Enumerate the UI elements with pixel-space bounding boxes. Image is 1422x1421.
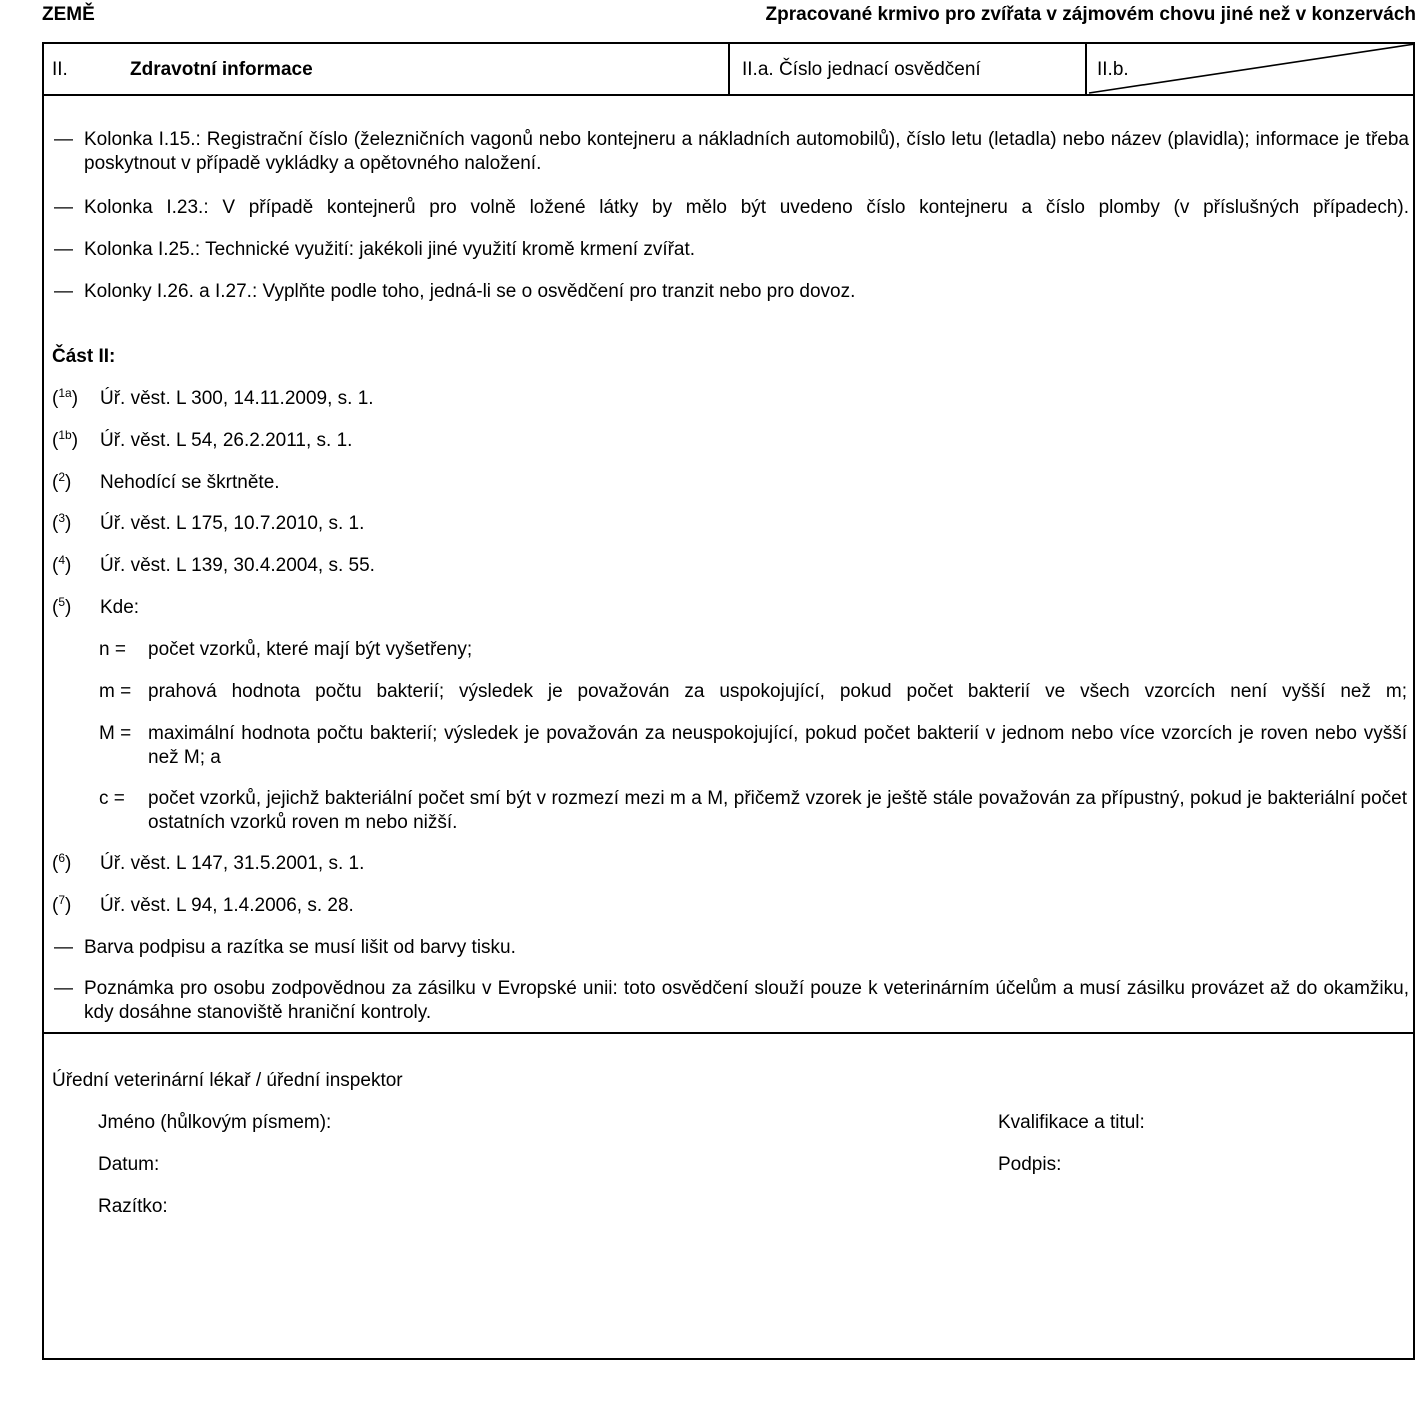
note-dash: — xyxy=(54,129,73,150)
note-text: Barva podpisu a razítka se musí lišit od barvy tisku. xyxy=(84,937,516,958)
footnote-text: Úř. věst. L 54, 26.2.2011, s. 1. xyxy=(100,430,353,451)
footnote-6 xyxy=(52,852,1407,876)
definition-c xyxy=(99,787,1407,835)
footnote-text: Úř. věst. L 300, 14.11.2009, s. 1. xyxy=(100,388,374,409)
footnote-text: Úř. věst. L 139, 30.4.2004, s. 55. xyxy=(100,555,375,576)
note-text: Kolonky I.26. a I.27.: Vyplňte podle toho, jedná-li se o osvědčení pro tranzit nebo pro dovoz. xyxy=(84,281,856,302)
note-text: Kolonka I.25.: Technické využití: jakékoli jiné využití kromě krmení zvířat. xyxy=(84,239,696,260)
footnote-1a xyxy=(52,387,1407,411)
reference-number-label: II.a. Číslo jednací osvědčení xyxy=(742,59,981,80)
definition-text: počet vzorků, které mají být vyšetřeny; xyxy=(148,639,473,660)
date-field-label[interactable]: Datum: xyxy=(98,1154,160,1175)
note-text: Kolonka I.15.: Registrační číslo (železničních vagonů nebo kontejneru a nákladních automobilů), číslo letu (letadla) nebo název (plavidla); informace je třeba poskytnout v případě vykládky a opětovného naložení. xyxy=(84,129,1409,174)
footnote-3 xyxy=(52,512,1407,536)
footnote-mark: ($^{1a}$) xyxy=(52,386,79,409)
definition-text: počet vzorků, jejichž bakteriální počet smí být v rozmezí mezi m a M, přičemž vzorek je ještě stále považován za přípustný, pokud je bakteriální počet ostatních vzorků roven m nebo nižší. xyxy=(148,788,1407,833)
definition-n xyxy=(99,638,1407,662)
footnote-5 xyxy=(52,596,1407,620)
certificate-frame xyxy=(42,42,1415,1360)
part-ii-title: Část II: xyxy=(52,346,116,367)
footnote-text: Nehodící se škrtněte. xyxy=(100,472,280,493)
definition-symbol: c = xyxy=(99,788,125,809)
note-dash: — xyxy=(54,978,73,999)
signature-field-label[interactable]: Podpis: xyxy=(998,1154,1062,1175)
note-signature-colour xyxy=(54,936,1409,960)
section-number: II. xyxy=(52,59,68,80)
footnote-text: Kde: xyxy=(100,597,140,618)
footnote-text: Úř. věst. L 147, 31.5.2001, s. 1. xyxy=(100,853,365,874)
iib-label: II.b. xyxy=(1097,59,1129,80)
note-dash: — xyxy=(54,937,73,958)
footnote-4 xyxy=(52,554,1407,578)
name-field-label[interactable]: Jméno (hůlkovým písmem): xyxy=(98,1112,332,1133)
note-eu-consignment xyxy=(54,977,1409,1025)
note-dash: — xyxy=(54,239,73,260)
footnote-text: Úř. věst. L 175, 10.7.2010, s. 1. xyxy=(100,513,365,534)
footnote-2 xyxy=(52,471,1407,495)
footnote-mark: ($^6$) xyxy=(52,851,72,874)
note-dash: — xyxy=(54,281,73,302)
definition-M xyxy=(99,722,1407,770)
notes-content xyxy=(44,96,1413,1034)
note-box-i26-i27 xyxy=(54,280,1409,304)
section-title: Zdravotní informace xyxy=(130,59,313,80)
definition-m xyxy=(99,680,1407,704)
footnote-1b xyxy=(52,429,1407,453)
footnote-mark: ($^7$) xyxy=(52,893,72,916)
country-label: ZEMĚ xyxy=(42,4,95,25)
footnote-mark: ($^3$) xyxy=(52,511,72,534)
definition-symbol: n = xyxy=(99,639,126,660)
note-box-i15 xyxy=(54,128,1409,176)
note-dash: — xyxy=(54,197,73,218)
footnote-mark: ($^{1b}$) xyxy=(52,428,79,451)
signature-block xyxy=(44,1034,1413,1360)
official-veterinarian-heading: Úřední veterinární lékař / úřední inspektor xyxy=(52,1070,403,1091)
footnote-mark: ($^4$) xyxy=(52,553,72,576)
document-header xyxy=(42,4,1416,34)
diagonal-strike-line xyxy=(44,44,1415,94)
note-text: Kolonka I.23.: V případě kontejnerů pro volně ložené látky by mělo být uvedeno číslo kontejneru a číslo plomby (v příslušných případech). xyxy=(84,197,1409,218)
footnote-text: Úř. věst. L 94, 1.4.2006, s. 28. xyxy=(100,895,354,916)
certificate-title: Zpracované krmivo pro zvířata v zájmovém chovu jiné než v konzervách xyxy=(765,4,1416,25)
definition-symbol: M = xyxy=(99,723,132,744)
note-box-i23 xyxy=(54,196,1409,220)
stamp-field-label[interactable]: Razítko: xyxy=(98,1196,168,1217)
definition-text: maximální hodnota počtu bakterií; výsledek je považován za neuspokojující, pokud počet bakterií v jednom nebo více vzorcích je roven nebo vyšší než M; a xyxy=(148,723,1407,768)
note-box-i25 xyxy=(54,238,1409,262)
definition-text: prahová hodnota počtu bakterií; výsledek je považován za uspokojující, pokud počet bakterií ve všech vzorcích není vyšší než m; xyxy=(148,681,1407,702)
footnote-7 xyxy=(52,894,1407,918)
footnote-mark: ($^2$) xyxy=(52,470,72,493)
definition-symbol: m = xyxy=(99,681,132,702)
note-text: Poznámka pro osobu zodpovědnou za zásilku v Evropské unii: toto osvědčení slouží pouze k veterinárním účelům a musí zásilku provázet až do okamžiku, kdy dosáhne stanoviště hraniční kontroly. xyxy=(84,978,1409,1023)
footnote-mark: ($^5$) xyxy=(52,595,72,618)
qualification-field-label[interactable]: Kvalifikace a titul: xyxy=(998,1112,1145,1133)
section-header-row xyxy=(44,44,1413,96)
